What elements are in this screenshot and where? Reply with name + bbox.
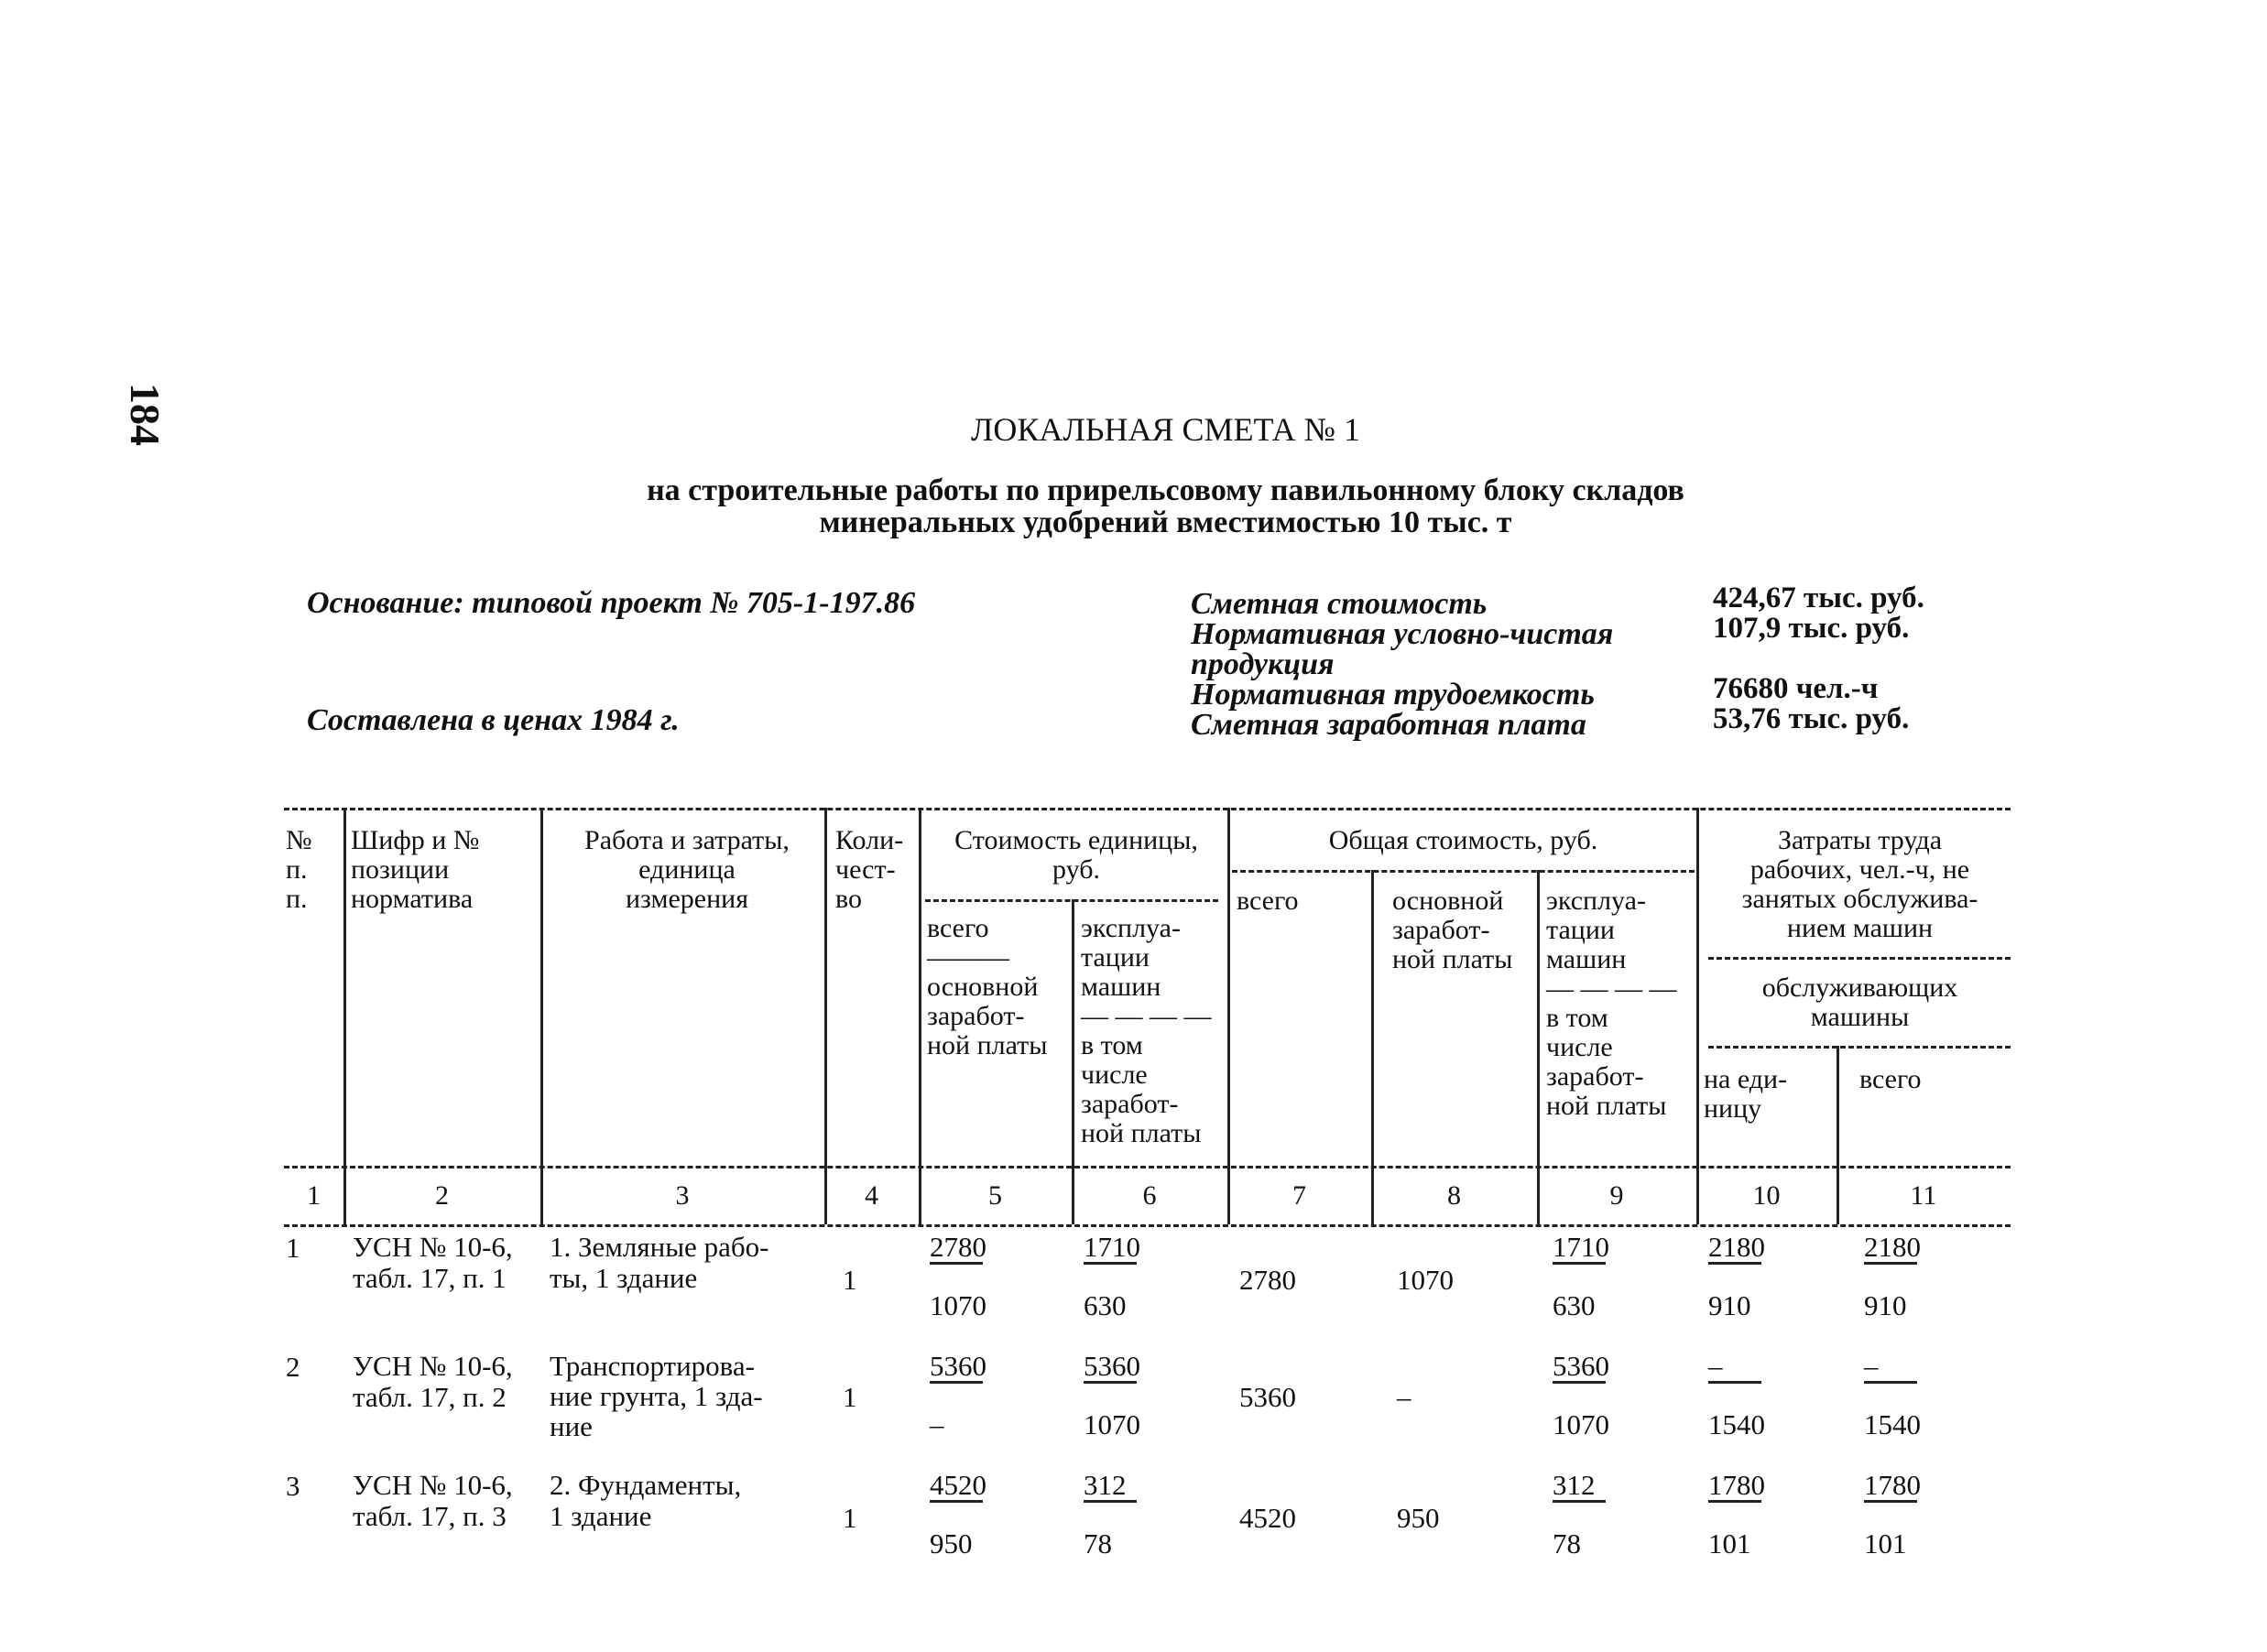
row-c9: 5360 1070 — [1553, 1350, 1609, 1440]
header-col8: основной заработ- ной платы — [1392, 886, 1513, 974]
row-c7: 4520 — [1239, 1502, 1296, 1534]
metric-label: продукция — [1191, 647, 1335, 681]
col-divider — [1072, 899, 1074, 1224]
total-cost-rule — [1232, 870, 1695, 873]
subtitle-line: минеральных удобрений вместимостью 10 тыс. т — [819, 505, 1512, 539]
row-c10: 1780 101 — [1708, 1469, 1765, 1560]
col-divider — [1696, 808, 1699, 1224]
row-c9: 1710 630 — [1553, 1231, 1609, 1321]
metric-label: Сметная стоимость — [1191, 587, 1488, 621]
row-c11: 2180 910 — [1864, 1231, 1921, 1321]
labor-rule — [1708, 957, 2011, 960]
row-c8: – — [1397, 1381, 1411, 1413]
subtitle-line: на строительные работы по прирельсовому павильонному блоку складов — [647, 473, 1684, 507]
col-divider — [540, 808, 543, 1224]
header-col3: Работа и затраты, единица измерения — [584, 825, 790, 914]
metric-label: Нормативная трудоемкость — [1191, 678, 1595, 712]
header-labor: Затраты труда рабочих, чел.-ч, не занятых обслужива- нием машин — [1741, 825, 1978, 943]
col-number: 4 — [865, 1180, 878, 1211]
col-number: 6 — [1142, 1180, 1157, 1211]
header-col5: всего ——— основной заработ- ной платы — [927, 913, 1048, 1060]
col-divider — [919, 808, 921, 1224]
unit-cost-rule — [925, 899, 1218, 902]
row-c11: – 1540 — [1864, 1350, 1921, 1440]
col-number: 2 — [435, 1180, 449, 1211]
col-number: 11 — [1910, 1180, 1937, 1211]
header-bottom-rule — [284, 1166, 2011, 1168]
metrics-labels — [1191, 589, 1613, 740]
row-c7: 2780 — [1239, 1264, 1296, 1296]
header-col7: всего — [1237, 886, 1299, 916]
header-col2: Шифр и № позиции норматива — [351, 825, 480, 914]
metric-value: 424,67 тыс. руб. — [1713, 581, 1924, 614]
row-c7: 5360 — [1239, 1381, 1296, 1413]
row-number: 1 — [286, 1232, 300, 1264]
row-c6: 312 78 — [1084, 1470, 1137, 1559]
metric-value: 76680 чел.-ч — [1713, 672, 1879, 705]
row-c10: 2180 910 — [1708, 1231, 1765, 1321]
row-c8: 1070 — [1397, 1264, 1454, 1296]
col-number: 9 — [1609, 1180, 1624, 1211]
table-top-rule — [284, 808, 2011, 810]
col-divider — [343, 808, 346, 1224]
row-code: УСН № 10-6, табл. 17, п. 2 — [353, 1350, 513, 1413]
row-qty: 1 — [843, 1264, 857, 1296]
col-number: 10 — [1752, 1180, 1781, 1211]
col-number: 7 — [1292, 1180, 1306, 1211]
document-subtitle — [0, 474, 2267, 538]
row-work: 2. Фундаменты, 1 здание — [550, 1469, 742, 1532]
page-number: 184 — [122, 383, 169, 446]
header-labor-sub: обслуживающих машины — [1761, 973, 1958, 1032]
col-number: 5 — [988, 1180, 1002, 1211]
header-col4: Коли- чест- во — [835, 825, 904, 914]
metric-label: Сметная заработная плата — [1191, 708, 1586, 742]
col-number: 1 — [307, 1180, 321, 1211]
header-col9: эксплуа- тации машин — — — — в том числе заработ- ной платы — [1546, 886, 1677, 1121]
compiled-in-text: Составлена в ценах 1984 г. — [307, 703, 680, 737]
col-number: 3 — [675, 1180, 690, 1211]
col-divider — [1371, 870, 1374, 1224]
col-divider — [1836, 1046, 1839, 1224]
row-c5: 2780 1070 — [930, 1231, 986, 1321]
col-divider — [824, 808, 827, 1224]
numbers-bottom-rule — [284, 1224, 2011, 1227]
col-divider — [1537, 870, 1540, 1224]
header-col10: на еди- ницу — [1704, 1064, 1788, 1124]
metric-value: 53,76 тыс. руб. — [1713, 702, 1910, 735]
row-number: 3 — [286, 1470, 300, 1502]
row-c6: 5360 1070 — [1084, 1350, 1140, 1440]
metric-label: Нормативная условно-чистая — [1191, 617, 1614, 651]
col-divider — [1227, 808, 1230, 1224]
row-c8: 950 — [1397, 1502, 1440, 1534]
row-code: УСН № 10-6, табл. 17, п. 1 — [353, 1231, 513, 1294]
document-title: ЛОКАЛЬНАЯ СМЕТА № 1 — [970, 411, 1361, 448]
header-col6: эксплуа- тации машин — — — — в том числе заработ- ной платы — [1081, 913, 1212, 1148]
metric-value: 107,9 тыс. руб. — [1713, 612, 1910, 645]
header-col11: всего — [1859, 1064, 1922, 1094]
labor-sub-rule — [1708, 1046, 2011, 1049]
header-unit-cost: Стоимость единицы, руб. — [954, 825, 1198, 885]
row-number: 2 — [286, 1351, 300, 1383]
row-c5: 4520 950 — [930, 1469, 986, 1560]
row-c5: 5360 – — [930, 1350, 986, 1440]
row-work: 1. Земляные рабо- ты, 1 здание — [550, 1231, 769, 1294]
header-col1: № п. п. — [286, 825, 312, 914]
row-c9: 312 78 — [1553, 1470, 1606, 1559]
row-code: УСН № 10-6, табл. 17, п. 3 — [353, 1469, 513, 1532]
header-total-cost: Общая стоимость, руб. — [1328, 825, 1598, 855]
row-c11: 1780 101 — [1864, 1469, 1921, 1560]
row-c10: – 1540 — [1708, 1350, 1765, 1440]
col-number: 8 — [1447, 1180, 1461, 1211]
row-qty: 1 — [843, 1381, 857, 1413]
basis-text: Основание: типовой проект № 705-1-197.86 — [307, 586, 916, 620]
row-work: Транспортирова- ние грунта, 1 зда- ние — [550, 1350, 763, 1442]
row-c6: 1710 630 — [1084, 1231, 1140, 1321]
row-qty: 1 — [843, 1502, 857, 1534]
